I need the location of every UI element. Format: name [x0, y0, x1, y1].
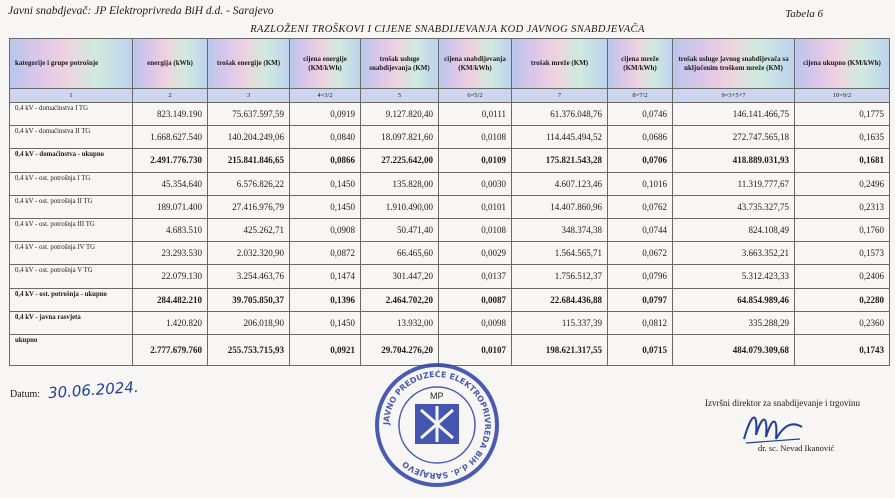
- column-header-row: [10, 39, 890, 89]
- col-header-energy-cost: trošak energije (KM): [208, 39, 290, 89]
- cell-supply-price: 0,0109: [439, 149, 512, 172]
- cell-supply-cost: 135.828,00: [361, 172, 439, 195]
- company-stamp: [373, 354, 501, 496]
- row-category: 0,4 kV - ost. potrošnja V TG: [10, 265, 133, 288]
- cell-network-cost: 114.445.494,52: [512, 126, 608, 149]
- col-number: 8=7/2: [608, 89, 673, 103]
- date-label: Datum:: [10, 389, 40, 400]
- cell-supply-price: 0,0108: [439, 218, 512, 241]
- col-number: 2: [133, 89, 208, 103]
- cell-supply-cost: 66.465,60: [361, 242, 439, 265]
- cell-total-cost: 335.288,29: [673, 311, 795, 334]
- col-header-supply-cost: trošak usluge snabdijevanja (KM): [361, 39, 439, 89]
- cell-total-price: 0,1681: [795, 149, 890, 172]
- table-row: [10, 311, 890, 334]
- cell-energy-cost: 3.254.463,76: [208, 265, 290, 288]
- cell-network-price: 0,0686: [608, 126, 673, 149]
- col-number: 1: [10, 89, 133, 103]
- cell-energy-cost: 215.841.846,65: [208, 149, 290, 172]
- cell-supply-price: 0,0111: [439, 103, 512, 126]
- cell-network-cost: 14.407.860,96: [512, 195, 608, 218]
- cell-energy: 23.293.530: [133, 242, 208, 265]
- cell-network-cost: 61.376.048,76: [512, 103, 608, 126]
- cell-supply-price: 0,0108: [439, 126, 512, 149]
- col-number: 6=5/2: [439, 89, 512, 103]
- cell-supply-cost: 301.447,20: [361, 265, 439, 288]
- col-number: 7: [512, 89, 608, 103]
- stamp-ring-text: JAVNO PREDUZEĆE ELEKTROPRIVREDA BiH d.d. SARAJEVO: [381, 369, 493, 481]
- table-row: [10, 218, 890, 241]
- cell-total-cost: 11.319.777,67: [673, 172, 795, 195]
- row-category: ukupno: [10, 334, 133, 365]
- col-header-network-cost: trošak mreže (KM): [512, 39, 608, 89]
- cell-network-price: 0,0706: [608, 149, 673, 172]
- col-number: 5: [361, 89, 439, 103]
- cell-network-price: 0,0746: [608, 103, 673, 126]
- cell-energy: 2.491.776.730: [133, 149, 208, 172]
- cell-energy: 1.668.627.540: [133, 126, 208, 149]
- col-header-category: kategorije i grupe potrošnje: [10, 39, 133, 89]
- cell-supply-price: 0,0087: [439, 288, 512, 311]
- cell-energy-price: 0,1396: [290, 288, 361, 311]
- table-row: [10, 103, 890, 126]
- table-row: [10, 242, 890, 265]
- cell-supply-price: 0,0030: [439, 172, 512, 195]
- cell-supply-cost: 9.127.820,40: [361, 103, 439, 126]
- cell-supply-price: 0,0098: [439, 311, 512, 334]
- cell-supply-price: 0,0107: [439, 334, 512, 365]
- cell-energy-cost: 140.204.249,06: [208, 126, 290, 149]
- row-category: 0,4 kV - ost. potrošnja - ukupno: [10, 288, 133, 311]
- table-number: Tabela 6: [785, 8, 823, 20]
- table-row: [10, 172, 890, 195]
- cell-energy: 1.420.820: [133, 311, 208, 334]
- cell-energy-price: 0,0908: [290, 218, 361, 241]
- date-value-handwritten: 30.06.2024.: [47, 377, 140, 403]
- cell-energy-price: 0,1474: [290, 265, 361, 288]
- cell-total-price: 0,1635: [795, 126, 890, 149]
- cost-price-table: [9, 38, 890, 366]
- cell-total-cost: 824.108,49: [673, 218, 795, 241]
- table-row-subtotal: [10, 288, 890, 311]
- row-category: 0,4 kV - domaćinstva I TG: [10, 103, 133, 126]
- cell-total-cost: 484.079.309,68: [673, 334, 795, 365]
- cell-supply-cost: 27.225.642,00: [361, 149, 439, 172]
- cell-network-cost: 22.684.436,88: [512, 288, 608, 311]
- stamp-logo-icon: [415, 404, 459, 444]
- col-number: 3: [208, 89, 290, 103]
- row-category: 0,4 kV - ost. potrošnja II TG: [10, 195, 133, 218]
- cell-total-price: 0,2313: [795, 195, 890, 218]
- cell-network-price: 0,0812: [608, 311, 673, 334]
- cell-energy-cost: 27.416.976,79: [208, 195, 290, 218]
- cell-total-price: 0,2280: [795, 288, 890, 311]
- column-number-row: [10, 89, 890, 103]
- row-category: 0,4 kV - ost. potrošnja I TG: [10, 172, 133, 195]
- cell-supply-price: 0,0029: [439, 242, 512, 265]
- row-category: 0,4 kV - domaćinstva - ukupno: [10, 149, 133, 172]
- cell-network-cost: 115.337,39: [512, 311, 608, 334]
- cell-network-price: 0,1016: [608, 172, 673, 195]
- supplier-heading: Javni snabdjevač: JP Elektroprivreda BiH d.d. - Sarajevo: [8, 5, 274, 17]
- row-category: 0,4 kV - javna rasvjeta: [10, 311, 133, 334]
- cell-network-price: 0,0796: [608, 265, 673, 288]
- row-category: 0,4 kV - ost. potrošnja IV TG: [10, 242, 133, 265]
- cell-energy-price: 0,0866: [290, 149, 361, 172]
- cell-energy-cost: 206.018,90: [208, 311, 290, 334]
- cell-total-price: 0,1775: [795, 103, 890, 126]
- cell-energy: 823.149.190: [133, 103, 208, 126]
- col-header-total-cost: trošak usluge javnog snabdijevača sa uključenim troškom mreže (KM): [673, 39, 795, 89]
- cell-total-cost: 146.141.466,75: [673, 103, 795, 126]
- col-number: 4=3/2: [290, 89, 361, 103]
- cell-energy-cost: 6.576.826,22: [208, 172, 290, 195]
- cell-energy: 22.079.130: [133, 265, 208, 288]
- col-header-energy: energija (kWh): [133, 39, 208, 89]
- signer-title: Izvršni direktor za snabdijevanje i trgovinu: [705, 398, 861, 408]
- table-row: [10, 126, 890, 149]
- cell-energy-price: 0,0872: [290, 242, 361, 265]
- cell-energy: 4.683.510: [133, 218, 208, 241]
- col-header-supply-price: cijena snabdijevanja (KM/kWh): [439, 39, 512, 89]
- signer-name: dr. sc. Nevad Ikanović: [758, 443, 835, 453]
- cell-energy: 2.777.679.760: [133, 334, 208, 365]
- cell-supply-cost: 29.704.276,20: [361, 334, 439, 365]
- cell-network-cost: 198.621.317,55: [512, 334, 608, 365]
- cell-supply-price: 0,0137: [439, 265, 512, 288]
- table-row-subtotal: [10, 149, 890, 172]
- cell-energy-cost: 75.637.597,59: [208, 103, 290, 126]
- cell-total-price: 0,2496: [795, 172, 890, 195]
- col-header-energy-price: cijena energije (KM/kWh): [290, 39, 361, 89]
- cell-total-price: 0,1743: [795, 334, 890, 365]
- cell-supply-cost: 18.097.821,60: [361, 126, 439, 149]
- cell-energy-price: 0,1450: [290, 172, 361, 195]
- cell-energy-price: 0,1450: [290, 311, 361, 334]
- cell-energy-price: 0,0919: [290, 103, 361, 126]
- col-number: 9=3+5+7: [673, 89, 795, 103]
- cell-supply-cost: 13.932,00: [361, 311, 439, 334]
- cell-energy: 45.354.640: [133, 172, 208, 195]
- cell-energy-cost: 255.753.715,93: [208, 334, 290, 365]
- row-category: 0,4 kV - domaćinstva II TG: [10, 126, 133, 149]
- cell-total-price: 0,1760: [795, 218, 890, 241]
- cell-supply-cost: 50.471,40: [361, 218, 439, 241]
- cell-total-price: 0,2360: [795, 311, 890, 334]
- cell-total-price: 0,2406: [795, 265, 890, 288]
- col-header-total-price: cijena ukupno (KM/kWh): [795, 39, 890, 89]
- cell-total-cost: 5.312.423,33: [673, 265, 795, 288]
- cell-energy: 189.071.400: [133, 195, 208, 218]
- cell-supply-cost: 2.464.702,20: [361, 288, 439, 311]
- col-header-network-price: cijena mreže (KM/kWh): [608, 39, 673, 89]
- cell-network-price: 0,0797: [608, 288, 673, 311]
- cell-total-cost: 418.889.031,93: [673, 149, 795, 172]
- cell-energy-cost: 425.262,71: [208, 218, 290, 241]
- cell-total-cost: 43.735.327,75: [673, 195, 795, 218]
- cell-network-price: 0,0672: [608, 242, 673, 265]
- cell-network-cost: 4.607.123,46: [512, 172, 608, 195]
- cell-energy-price: 0,0840: [290, 126, 361, 149]
- table-row: [10, 265, 890, 288]
- cell-total-cost: 64.854.989,46: [673, 288, 795, 311]
- col-number: 10=9/2: [795, 89, 890, 103]
- cell-energy-price: 0,1450: [290, 195, 361, 218]
- cell-energy-cost: 39.705.850,37: [208, 288, 290, 311]
- cell-energy-cost: 2.032.320,90: [208, 242, 290, 265]
- cell-network-price: 0,0715: [608, 334, 673, 365]
- cell-total-cost: 272.747.565,18: [673, 126, 795, 149]
- cell-total-price: 0,1573: [795, 242, 890, 265]
- table-row: [10, 195, 890, 218]
- cell-network-cost: 175.821.543,28: [512, 149, 608, 172]
- cell-network-cost: 1.756.512,37: [512, 265, 608, 288]
- cell-network-cost: 1.564.565,71: [512, 242, 608, 265]
- cell-network-price: 0,0762: [608, 195, 673, 218]
- cell-energy: 284.482.210: [133, 288, 208, 311]
- cell-network-cost: 348.374,38: [512, 218, 608, 241]
- row-category: 0,4 kV - ost. potrošnja III TG: [10, 218, 133, 241]
- cell-supply-price: 0,0101: [439, 195, 512, 218]
- cell-total-cost: 3.663.352,21: [673, 242, 795, 265]
- cell-network-price: 0,0744: [608, 218, 673, 241]
- document-title: RAZLOŽENI TROŠKOVI I CIJENE SNABDIJEVANJA KOD JAVNOG SNABDJEVAČA: [250, 24, 645, 35]
- cell-energy-price: 0,0921: [290, 334, 361, 365]
- stamp-mp-label: MP: [430, 391, 444, 401]
- cell-supply-cost: 1.910.490,00: [361, 195, 439, 218]
